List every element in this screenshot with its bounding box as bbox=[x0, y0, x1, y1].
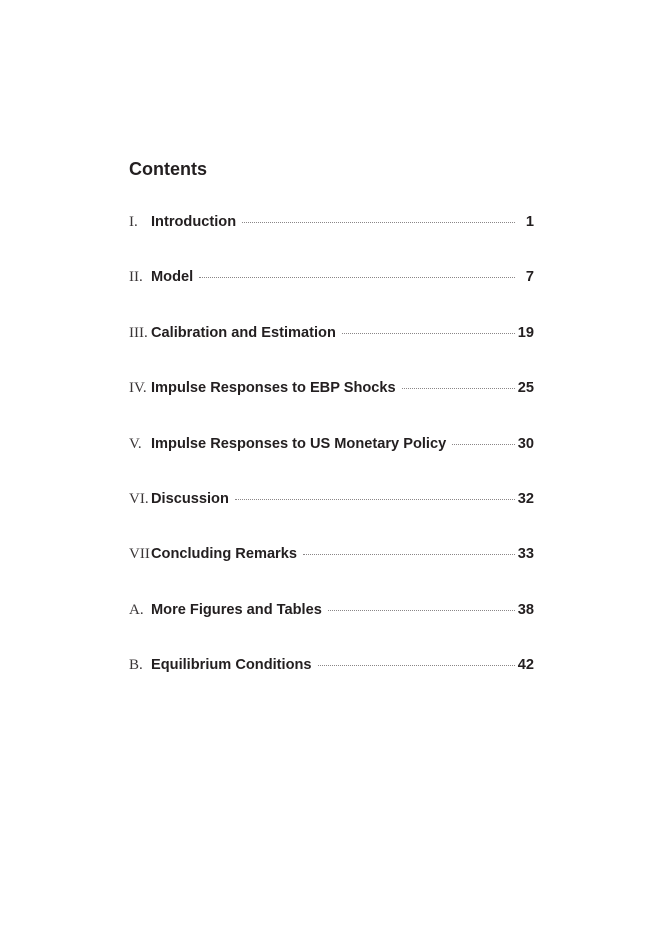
dot-leader bbox=[342, 333, 515, 334]
toc-entry-concluding-remarks[interactable] bbox=[129, 546, 534, 601]
page-title: Contents bbox=[129, 159, 207, 179]
toc-entry-title[interactable]: Calibration and Estimation bbox=[151, 324, 336, 341]
toc-entry-page[interactable]: 30 bbox=[517, 435, 534, 452]
toc-entry-model[interactable] bbox=[129, 269, 534, 324]
toc-entry-impulse-responses-us-monetary-policy[interactable] bbox=[129, 436, 534, 491]
toc-entry-page[interactable]: 38 bbox=[517, 601, 534, 618]
dot-leader bbox=[452, 444, 515, 445]
toc-entry-number: V. bbox=[129, 435, 142, 452]
dot-leader bbox=[318, 665, 515, 666]
toc-entry-page[interactable]: 1 bbox=[525, 214, 534, 230]
toc-entry-page[interactable]: 7 bbox=[525, 269, 534, 286]
toc-entry-equilibrium-conditions[interactable] bbox=[129, 657, 534, 712]
toc-entry-title[interactable]: Concluding Remarks bbox=[151, 546, 297, 563]
dot-leader bbox=[235, 499, 515, 500]
toc-entry-impulse-responses-ebp-shocks[interactable] bbox=[129, 380, 534, 435]
toc-entry-number: B. bbox=[129, 657, 143, 674]
dot-leader bbox=[328, 610, 515, 611]
toc-entry-number: I. bbox=[129, 214, 138, 230]
toc-entry-title[interactable]: Introduction bbox=[151, 214, 237, 230]
toc-entry-title[interactable]: More Figures and Tables bbox=[151, 601, 322, 618]
toc-entry-number: VII bbox=[129, 546, 150, 563]
toc-entry-number: II. bbox=[129, 269, 143, 286]
toc-entry-number: A. bbox=[129, 601, 144, 618]
dot-leader bbox=[402, 388, 515, 389]
toc-entry-page[interactable]: 42 bbox=[517, 657, 534, 674]
toc-entry-title[interactable]: Impulse Responses to EBP Shocks bbox=[151, 380, 396, 397]
toc-entry-page[interactable]: 32 bbox=[517, 490, 534, 507]
dot-leader bbox=[199, 277, 515, 278]
toc-entry-number: VI. bbox=[129, 490, 149, 507]
toc-entry-title[interactable]: Impulse Responses to US Monetary Policy bbox=[151, 435, 447, 452]
toc-entry-title[interactable]: Equilibrium Conditions bbox=[151, 657, 312, 674]
toc-entry-number: IV. bbox=[129, 380, 147, 397]
toc-entry-page[interactable]: 19 bbox=[517, 324, 534, 341]
toc-entry-page[interactable]: 25 bbox=[517, 380, 534, 397]
dot-leader bbox=[303, 554, 515, 555]
toc-entry-page[interactable]: 33 bbox=[517, 546, 534, 563]
toc-entry-title[interactable]: Discussion bbox=[151, 490, 229, 507]
toc-entry-number: III. bbox=[129, 324, 148, 341]
toc-entry-introduction[interactable] bbox=[129, 214, 534, 269]
toc-entry-more-figures-and-tables[interactable] bbox=[129, 602, 534, 657]
dot-leader bbox=[242, 222, 515, 223]
table-of-contents bbox=[129, 214, 534, 713]
toc-entry-discussion[interactable] bbox=[129, 491, 534, 546]
toc-entry-calibration-and-estimation[interactable] bbox=[129, 325, 534, 380]
toc-entry-title[interactable]: Model bbox=[151, 269, 194, 286]
